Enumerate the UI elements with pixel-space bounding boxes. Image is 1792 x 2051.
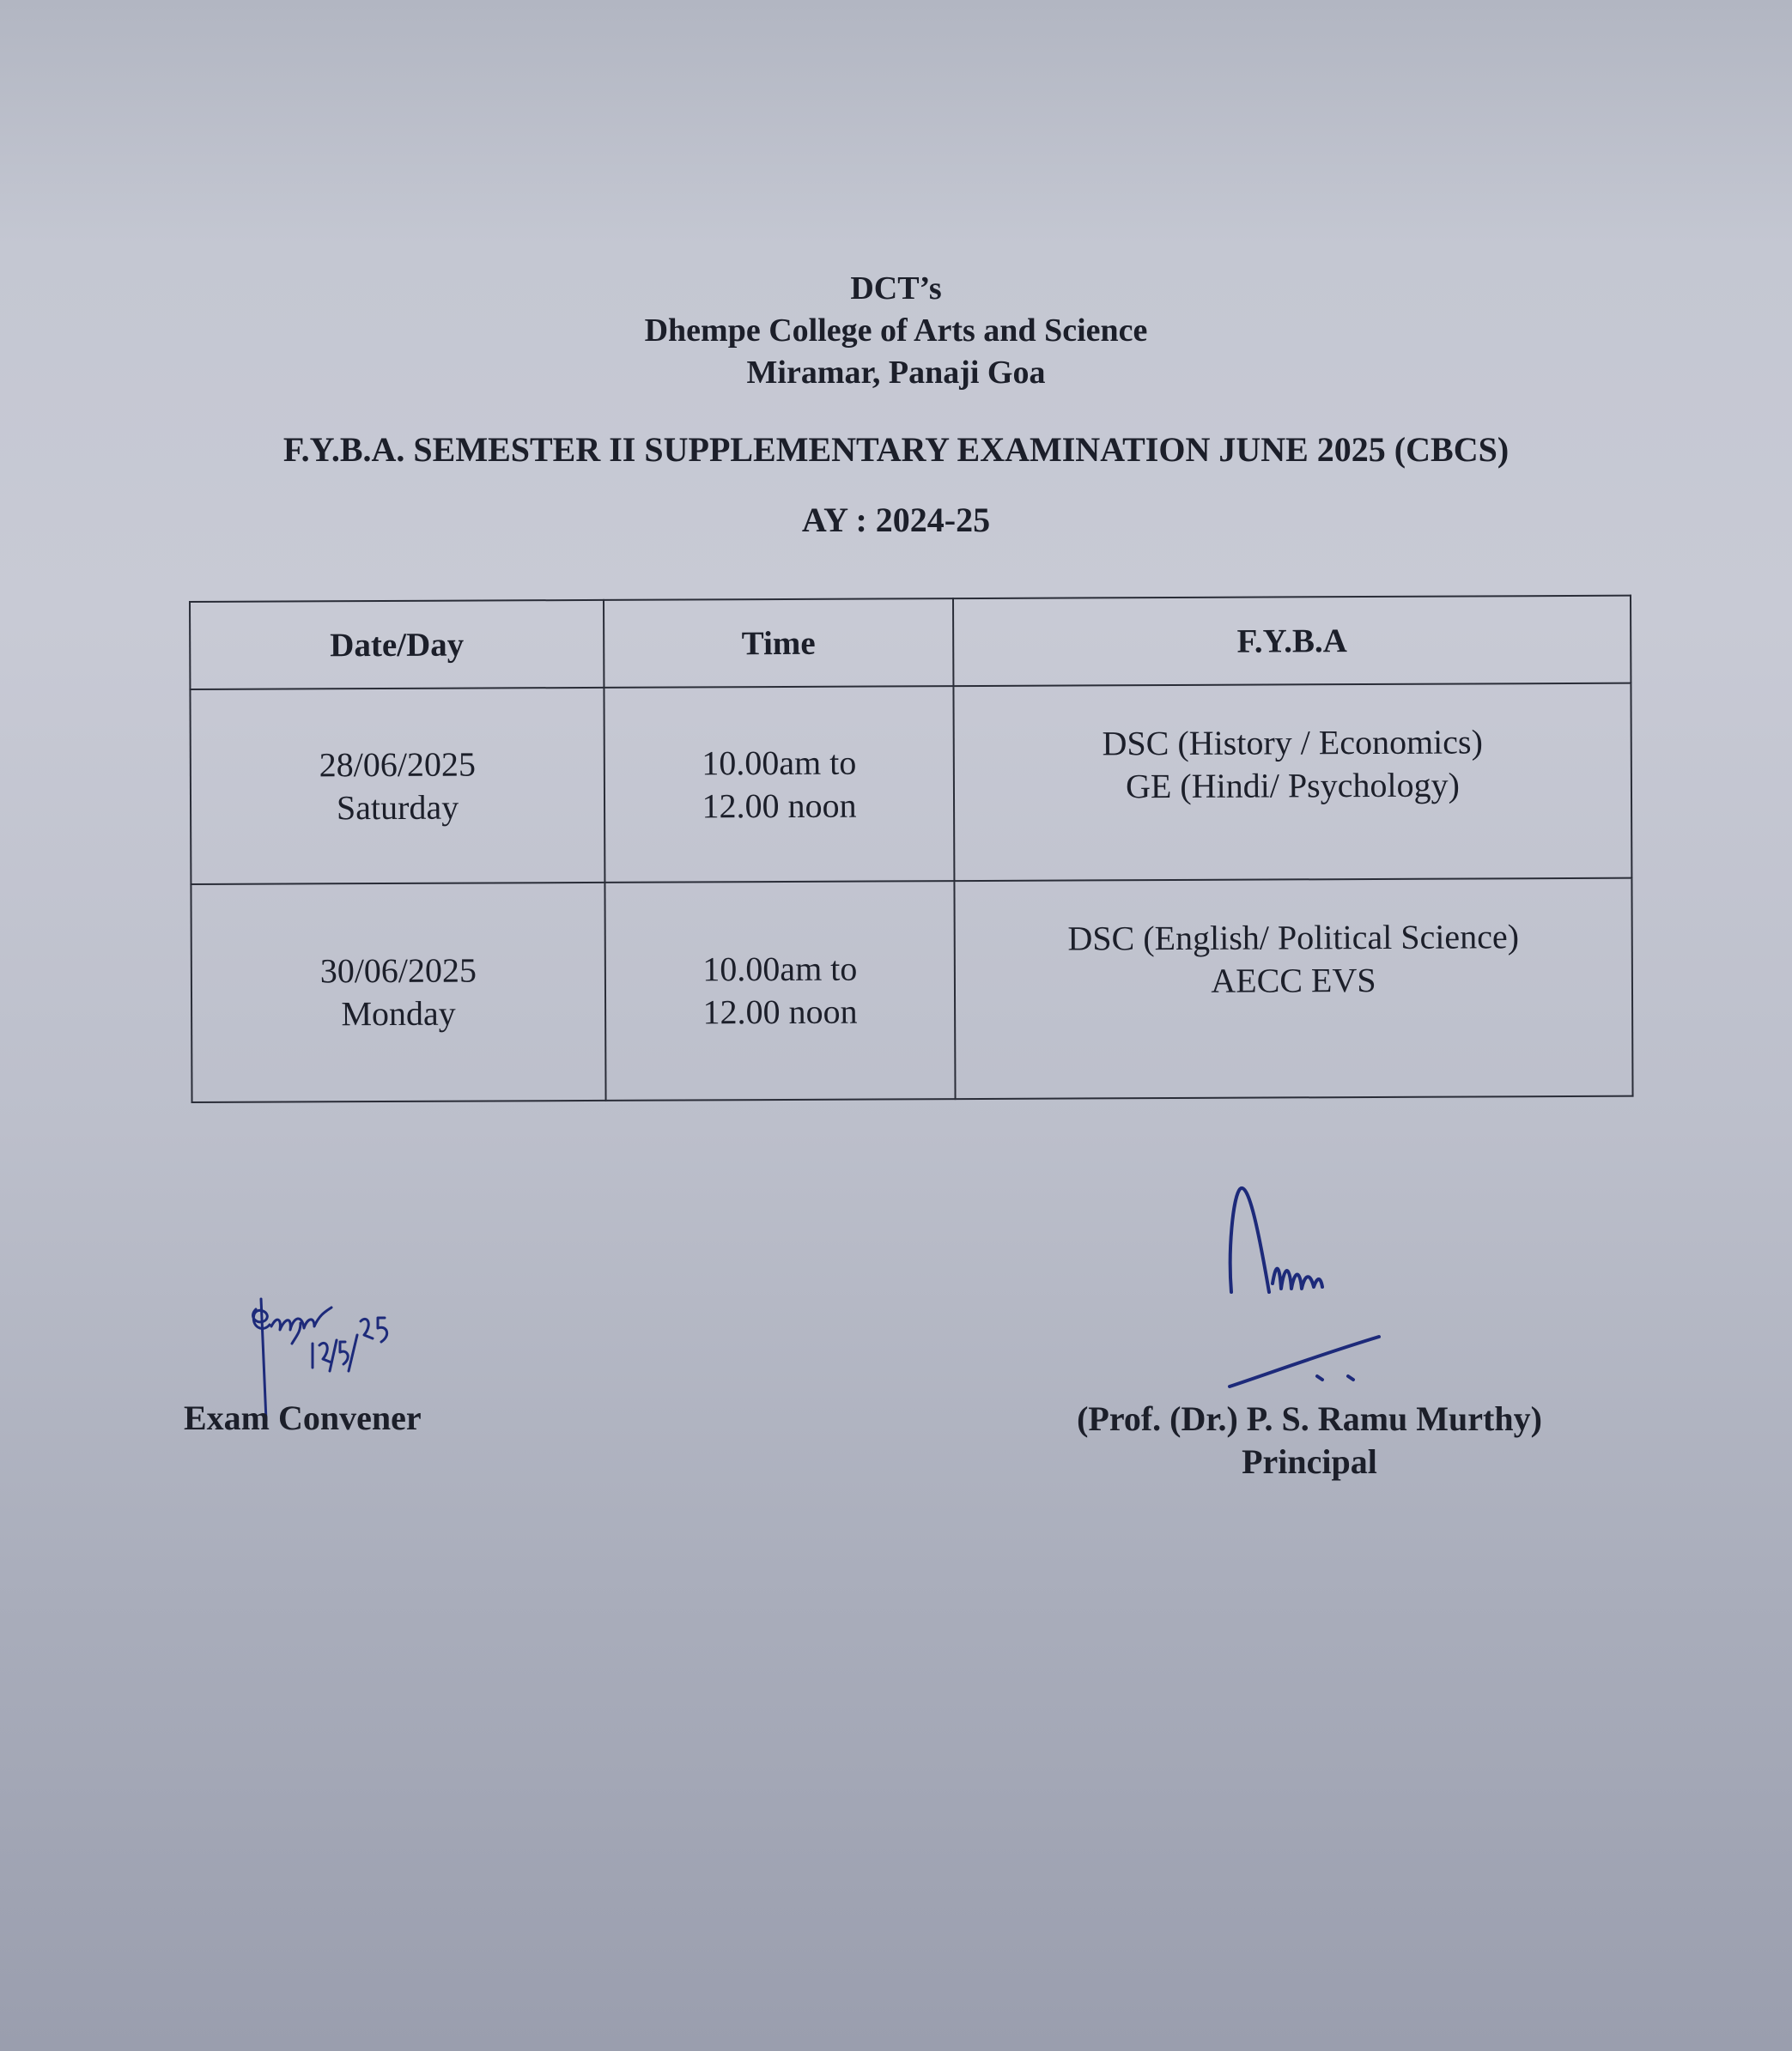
date-cell (191, 883, 605, 1102)
college-name: Dhempe College of Arts and Science (644, 313, 1148, 349)
time-start: 10.00am to (702, 949, 858, 989)
subject-line: AECC EVS (1211, 960, 1376, 1000)
header-fyba: F.Y.B.A (953, 596, 1631, 686)
college-location: Miramar, Panaji Goa (746, 355, 1046, 391)
subject-line: DSC (English/ Political Science) (1067, 917, 1520, 958)
time-end: 12.00 noon (702, 786, 857, 825)
time-cell (604, 686, 954, 883)
college-header (0, 268, 1792, 394)
principal-block (1069, 1398, 1550, 1484)
exam-convener-label: Exam Convener (184, 1399, 422, 1437)
table-row (191, 878, 1632, 1102)
header-date-day: Date/Day (190, 600, 604, 689)
exam-day: Saturday (336, 787, 459, 827)
trust-name: DCT’s (850, 270, 942, 306)
exam-date: 30/06/2025 (319, 950, 477, 991)
exam-date: 28/06/2025 (319, 744, 477, 784)
table-row (190, 683, 1631, 884)
subject-cell (954, 878, 1632, 1099)
subject-line: DSC (History / Economics) (1102, 722, 1483, 763)
subject-cell (953, 683, 1631, 881)
time-end: 12.00 noon (702, 992, 858, 1032)
date-cell (190, 688, 604, 884)
time-start: 10.00am to (702, 743, 857, 782)
principal-title: Principal (1242, 1442, 1377, 1481)
academic-year: AY : 2024-25 (801, 501, 991, 539)
table-header-row (190, 596, 1631, 689)
exam-day: Monday (341, 993, 456, 1034)
principal-name: (Prof. (Dr.) P. S. Ramu Murthy) (1077, 1399, 1542, 1438)
header-time: Time (604, 598, 953, 688)
exam-timetable (189, 595, 1634, 1103)
time-cell (604, 881, 955, 1101)
principal-signature (1219, 1180, 1408, 1395)
exam-title: F.Y.B.A. SEMESTER II SUPPLEMENTARY EXAMINATION JUNE 2025 (CBCS) (282, 430, 1510, 469)
subject-line: GE (Hindi/ Psychology) (1125, 765, 1460, 806)
